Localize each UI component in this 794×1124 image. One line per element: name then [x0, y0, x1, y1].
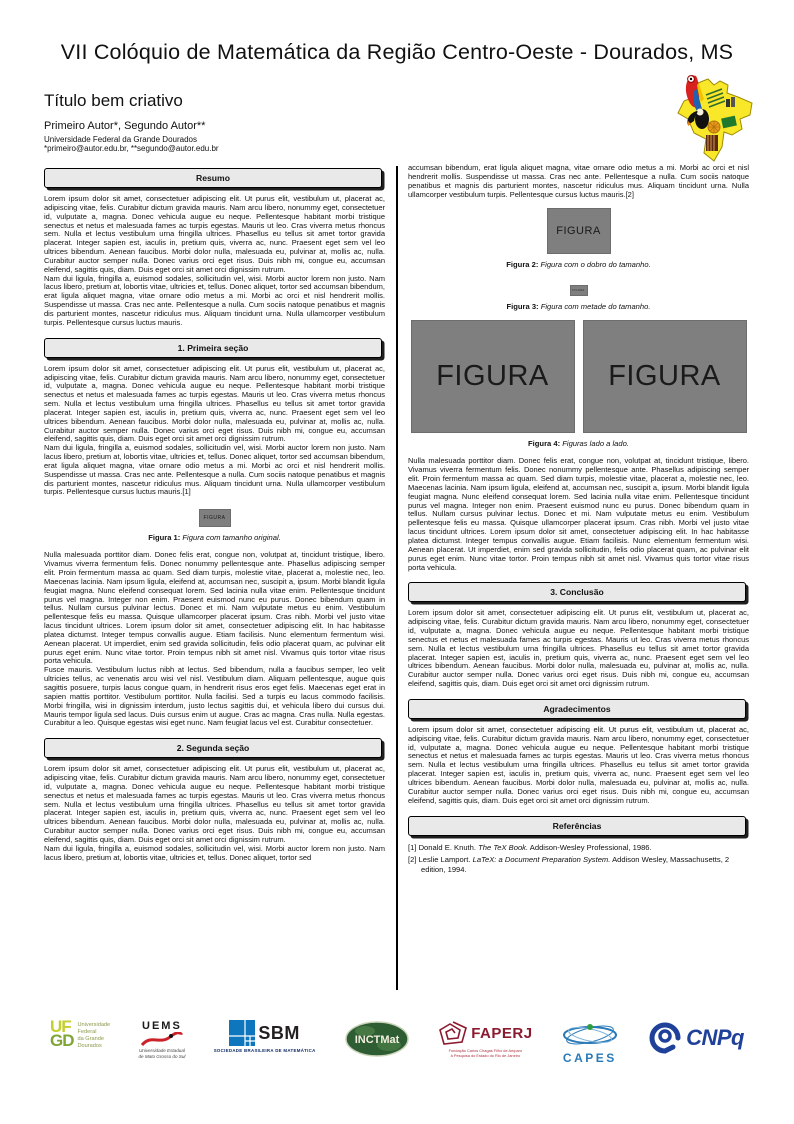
- figure-4-images: [408, 320, 749, 433]
- reference-1: [1] Donald E. Knuth. The TeX Book. Addison-Wesley Professional, 1986.: [408, 842, 652, 852]
- section-heading-agradecimentos: [408, 699, 746, 719]
- faperj-logo: FAPERJ Fundação Carlos Chagas Filho de Amparo à Pesquisa do Estado do Rio de Janeiro: [438, 1020, 532, 1058]
- paragraph-sec1-3: Nulla malesuada porttitor diam. Donec felis erat, congue non, volutpat at, tincidunt tristique, libero. Vivamus viverra fermentum felis. Donec nonummy pellentesque ante. Phasellus adipiscing semper elit. Proin fermentum massa ac quam. Sed diam turpis, molestie vitae, placerat a, molestie nec, leo. Maecenas lacinia. Nam ipsum ligula, eleifend at, accumsan nec, suscipit a, ipsum. Morbi blandit ligula feugiat magna. Nunc eleifend consequat lorem. Sed lacinia nulla vitae enim. Pellentesque tincidunt purus vel magna. Integer non enim. Praesent euismod nunc eu purus. Donec bibendum quam in tellus. Nullam cursus pulvinar lectus. Donec et mi. Nam vulputate metus eu enim. Vestibulum pellentesque felis eu massa. Quisque ullamcorper placerat ipsum. Cras nibh. Morbi vel justo vitae lacus tincidunt ultrices. Lorem ipsum dolor sit amet, consectetuer adipiscing elit. In hac habitasse platea dictumst. Integer tempus convallis augue. Etiam facilisis. Nunc elementum fermentum wisi. Aenean placerat. Ut imperdiet, enim sed gravida sollicitudin, felis odio placerat quam, ac pulvinar elit purus eget enim. Nunc vitae tortor. Proin tempus nibh sit amet nisl. Vivamus quis tortor vitae risus porta vehicula.: [44, 550, 385, 666]
- figure-1-image: [199, 509, 231, 527]
- paragraph-agradecimentos: Lorem ipsum dolor sit amet, consectetuer adipiscing elit. Ut purus elit, vestibulum ut, placerat ac, adipiscing vitae, felis. Curabitur dictum gravida mauris. Nam arcu libero, nonummy eget, consectetuer id, vulputate a, magna. Donec vehicula augue eu neque. Pellentesque habitant morbi tristique senectus et netus et malesuada fames ac turpis egestas. Mauris ut leo. Cras viverra metus rhoncus sem. Nulla et lectus vestibulum urna fringilla ultrices. Phasellus eu tellus sit amet tortor gravida placerat. Integer sapien est, iaculis in, pretium quis, viverra ac, nunc. Praesent eget sem vel leo ultrices bibendum. Aenean faucibus. Morbi dolor nulla, malesuada eu, pulvinar at, mollis ac, nulla. Curabitur auctor semper nulla. Donec varius orci eget risus. Duis nibh mi, congue eu, accumsan eleifend, sagittis quis, diam. Duis eget orci sit amet orci dignissim rutrum.: [408, 724, 749, 805]
- sbm-logo: SBM SOCIEDADE BRASILEIRA DE MATEMÁTICA: [214, 1020, 316, 1053]
- section-title: 3. Conclusão: [550, 587, 604, 598]
- figure-4-image-right: [583, 320, 747, 433]
- reference-2: [2] Leslie Lamport. LaTeX: a Document Preparation System. Addison Wesley, Massachusetts, 2 edition, 1994.: [408, 855, 730, 874]
- reference-number: [1]: [408, 842, 417, 852]
- building-icon: [726, 99, 730, 107]
- ufgd-mark: UF GD: [50, 1017, 74, 1050]
- poster-header: [44, 91, 750, 153]
- inctmat-label: INCTMat: [354, 1034, 400, 1046]
- column-divider: [396, 166, 398, 990]
- uems-swoosh-icon: [140, 1032, 184, 1048]
- section-heading-segunda-secao: [44, 738, 382, 758]
- figure-3: [408, 278, 749, 311]
- figure-placeholder-label: FIGURA: [436, 360, 549, 393]
- section-title: Agradecimentos: [543, 703, 611, 714]
- left-column: [44, 160, 385, 994]
- figure-placeholder-label: FIGURA: [608, 360, 721, 393]
- figure-3-caption: Figura 3: Figura com metade do tamanho.: [506, 302, 651, 312]
- event-logo-ms-map: [664, 69, 756, 173]
- figure-2: [408, 208, 749, 269]
- figure-4-caption: Figura 4: Figuras lado a lado.: [528, 439, 629, 449]
- ufgd-text: Universidade Federal da Grande Dourados: [77, 1022, 111, 1049]
- section-heading-primeira-secao: [44, 338, 382, 358]
- inctmat-globe-icon: [344, 1020, 410, 1058]
- section-heading-conclusao: [408, 582, 746, 602]
- figure-placeholder-label: FIGURA: [556, 225, 601, 238]
- figure-4: [408, 320, 749, 448]
- inctmat-logo: [344, 1020, 410, 1058]
- figure-2-image: [547, 208, 611, 254]
- paragraph-sec2-continuation: accumsan bibendum, erat ligula aliquet magna, vitae ornare odio metus a mi. Morbi ac orci et nisl hendrerit mollis. Suspendisse ut massa. Cras nec ante. Pellentesque a nulla. Cum sociis natoque penatibus et magnis dis parturient montes, nascetur ridiculus mus. Aliquam tincidunt urna. Nulla ullamcorper vestibulum turpis. Pellentesque cursus luctus mauris.[2]: [408, 163, 749, 199]
- right-column: [408, 160, 749, 994]
- authors: Primeiro Autor*, Segundo Autor**: [44, 120, 206, 132]
- macaw-eye: [690, 78, 692, 80]
- affiliation: Universidade Federal da Grande Dourados: [44, 135, 197, 144]
- paragraph-resumo-2: Nam dui ligula, fringilla a, euismod sodales, sollicitudin vel, wisi. Morbi auctor lorem non justo. Nam lacus libero, pretium at, lobortis vitae, ultricies et, tellus. Donec aliquet, tortor sed accumsan bibendum, erat ligula aliquet magna, vitae ornare odio metus a mi. Morbi ac orci et nisl hendrerit mollis. Suspendisse ut massa. Cras nec ante. Pellentesque a nulla. Cum sociis natoque penatibus et magnis dis parturient montes, nascetur ridiculus mus. Aliquam tincidunt urna. Nulla ullamcorper vestibulum turpis. Pellentesque cursus luctus mauris.: [44, 273, 385, 327]
- paragraph-resumo-1: Lorem ipsum dolor sit amet, consectetuer adipiscing elit. Ut purus elit, vestibulum ut, placerat ac, adipiscing vitae, felis. Curabitur dictum gravida mauris. Nam arcu libero, nonummy eget, consectetuer id, vulputate a, magna. Donec vehicula augue eu neque. Pellentesque habitant morbi tristique senectus et netus et malesuada fames ac turpis egestas. Mauris ut leo. Cras viverra metus rhoncus sem. Nulla et lectus vestibulum urna fringilla ultrices. Phasellus eu tellus sit amet tortor gravida placerat. Integer sapien est, iaculis in, pretium quis, viverra ac, nunc. Praesent eget sem vel leo ultrices bibendum. Aenean faucibus. Morbi dolor nulla, malesuada eu, pulvinar at, mollis ac, nulla. Curabitur auctor semper nulla. Donec varius orci eget risus. Duis nibh mi, congue eu, accumsan eleifend, sagittis quis, diam. Duis eget orci sit amet orci dignissim rutrum.: [44, 194, 385, 274]
- figure-placeholder-label: FIGURA: [572, 289, 585, 293]
- section-title: 2. Segunda seção: [176, 743, 250, 754]
- sponsor-logos: [0, 1017, 794, 1104]
- figure-4-image-left: [411, 320, 575, 433]
- section-title: Resumo: [196, 173, 230, 183]
- figure-3-image: [570, 285, 588, 296]
- figure-2-caption: Figura 2: Figura com o dobro do tamanho.: [506, 260, 651, 270]
- section-title: 1. Primeira seção: [177, 342, 249, 353]
- figure-1-caption: Figura 1: Figura com tamanho original.: [148, 533, 281, 543]
- paragraph-sec1-1: Lorem ipsum dolor sit amet, consectetuer adipiscing elit. Ut purus elit, vestibulum ut, placerat ac, adipiscing vitae, felis. Curabitur dictum gravida mauris. Nam arcu libero, nonummy eget, consectetuer id, vulputate a, magna. Donec vehicula augue eu neque. Pellentesque habitant morbi tristique senectus et netus et malesuada fames ac turpis egestas. Mauris ut leo. Cras viverra metus rhoncus sem. Nulla et lectus vestibulum urna fringilla ultrices. Phasellus eu tellus sit amet tortor gravida placerat. Integer sapien est, iaculis in, pretium quis, viverra ac, nunc. Praesent eget sem vel leo ultrices bibendum. Aenean faucibus. Morbi dolor nulla, malesuada eu, pulvinar at, mollis ac, nulla. Curabitur auctor semper nulla. Donec varius orci eget risus. Duis nibh mi, congue eu, accumsan eleifend, sagittis quis, diam. Duis eget orci sit amet orci dignissim rutrum.: [44, 363, 385, 444]
- section-heading-referencias: [408, 816, 746, 836]
- section-title: Referências: [552, 820, 602, 831]
- building-icon: [731, 97, 735, 107]
- section-heading-resumo: [44, 168, 382, 188]
- title-block: [44, 91, 750, 153]
- capes-orbits-icon: [561, 1020, 619, 1050]
- paragraph-sec1-4: Fusce mauris. Vestibulum luctus nibh at lectus. Sed bibendum, nulla a faucibus semper, leo velit ultricies tellus, ac venenatis arcu wisi vel nisl. Vestibulum diam. Aliquam pellentesque, augue quis sagittis posuere, turpis lacus congue quam, in hendrerit risus eros eget felis. Maecenas eget erat in sapien mattis porttitor. Vestibulum porttitor. Nulla facilisi. Sed a turpis eu lacus commodo facilisis. Morbi fringilla, wisi in dignissim interdum, justo lectus sagittis dui, et vehicula libero dui cursus dui. Mauris tempor ligula sed lacus. Duis cursus enim ut augue. Cras ac magna. Cras nulla. Nulla egestas. Curabitur a leo. Quisque egestas wisi eget nunc. Nam feugiat lacus vel est. Curabitur consectetuer.: [44, 665, 385, 728]
- emails: *primeiro@autor.edu.br, **segundo@autor.edu.br: [44, 144, 219, 153]
- sbm-golden-square-icon: [229, 1020, 255, 1046]
- figure-1: [44, 506, 385, 542]
- cnpq-head-icon: [647, 1020, 683, 1056]
- capes-logo: CAPES: [561, 1020, 619, 1065]
- cnpq-logo: CNPq: [647, 1020, 744, 1056]
- paragraph-sec2-1: Lorem ipsum dolor sit amet, consectetuer adipiscing elit. Ut purus elit, vestibulum ut, placerat ac, adipiscing vitae, felis. Curabitur dictum gravida mauris. Nam arcu libero, nonummy eget, consectetuer id, vulputate a, magna. Donec vehicula augue eu neque. Pellentesque habitant morbi tristique senectus et netus et malesuada fames ac turpis egestas. Mauris ut leo. Cras viverra metus rhoncus sem. Nulla et lectus vestibulum urna fringilla ultrices. Phasellus eu tellus sit amet tortor gravida placerat. Integer sapien est, iaculis in, pretium quis, viverra ac, nunc. Praesent eget sem vel leo ultrices bibendum. Aenean faucibus. Morbi dolor nulla, malesuada eu, pulvinar at, mollis ac, nulla. Curabitur auctor semper nulla. Donec varius orci eget risus. Duis nibh mi, congue eu, accumsan eleifend, sagittis quis, diam. Duis eget orci sit amet orci dignissim rutrum.: [44, 764, 385, 844]
- paragraph-sec1-2: Nam dui ligula, fringilla a, euismod sodales, sollicitudin vel, wisi. Morbi auctor lorem non justo. Nam lacus libero, pretium at, lobortis vitae, ultricies et, tellus. Donec aliquet, tortor sed accumsan bibendum, erat ligula aliquet magna, vitae ornare odio metus a mi. Morbi ac orci et nisl hendrerit mollis. Suspendisse ut massa. Cras nec ante. Pellentesque a nulla. Cum sociis natoque penatibus et magnis dis parturient montes, nascetur ridiculus mus. Aliquam tincidunt urna. Nulla ullamcorper vestibulum turpis. Pellentesque cursus luctus mauris.[1]: [44, 443, 385, 497]
- ufgd-logo: [50, 1017, 111, 1050]
- paragraph-right-1: Nulla malesuada porttitor diam. Donec felis erat, congue non, volutpat at, tincidunt tristique, libero. Vivamus viverra fermentum felis. Donec nonummy pellentesque ante. Phasellus adipiscing semper elit. Proin fermentum massa ac quam. Sed diam turpis, molestie vitae, placerat a, molestie nec, leo. Maecenas lacinia. Nam ipsum ligula, eleifend at, accumsan nec, suscipit a, ipsum. Morbi blandit ligula feugiat magna. Nunc eleifend consequat lorem. Sed lacinia nulla vitae enim. Pellentesque tincidunt purus vel magna. Integer non enim. Praesent euismod nunc eu purus. Donec bibendum quam in tellus. Nullam cursus pulvinar lectus. Donec et mi. Nam vulputate metus eu enim. Vestibulum pellentesque felis eu massa. Quisque ullamcorper placerat ipsum. Cras nibh. Morbi vel justo vitae lacus tincidunt ultrices. Lorem ipsum dolor sit amet, consectetuer adipiscing elit. In hac habitasse platea dictumst. Integer tempus convallis augue. Etiam facilisis. Nunc elementum fermentum wisi. Aenean placerat. Ut imperdiet, enim sed gravida sollicitudin, felis odio placerat quam, ac pulvinar elit purus eget enim. Nunc vitae tortor. Proin tempus nibh sit amet nisl. Vivamus quis tortor vitae risus porta vehicula.: [408, 456, 749, 572]
- paragraph-sec2-2: Nam dui ligula, fringilla a, euismod sodales, sollicitudin vel, wisi. Morbi auctor lorem non justo. Nam lacus libero, pretium at, lobortis vitae, ultricies et, tellus. Donec aliquet, tortor sed: [44, 843, 385, 862]
- poster-body: [44, 160, 751, 994]
- reference-number: [2]: [408, 855, 417, 865]
- paragraph-conclusao: Lorem ipsum dolor sit amet, consectetuer adipiscing elit. Ut purus elit, vestibulum ut, placerat ac, adipiscing vitae, felis. Curabitur dictum gravida mauris. Nam arcu libero, nonummy eget, consectetuer id, vulputate a, magna. Donec vehicula augue eu neque. Pellentesque habitant morbi tristique senectus et netus et malesuada fames ac turpis egestas. Mauris ut leo. Cras viverra metus rhoncus sem. Nulla et lectus vestibulum urna fringilla ultrices. Phasellus eu tellus sit amet tortor gravida placerat. Integer sapien est, iaculis in, pretium quis, viverra ac, nunc. Praesent eget sem vel leo ultrices bibendum. Aenean faucibus. Morbi dolor nulla, malesuada eu, pulvinar at, mollis ac, nulla. Curabitur auctor semper nulla. Donec varius orci eget risus. Duis nibh mi, congue eu, accumsan eleifend, sagittis quis, diam. Duis eget orci sit amet orci dignissim rutrum.: [408, 608, 749, 689]
- poster-title: Título bem criativo: [44, 91, 183, 110]
- conference-title: VII Colóquio de Matemática da Região Centro-Oeste - Dourados, MS: [60, 40, 734, 64]
- faperj-spiral-icon: [438, 1020, 468, 1046]
- figure-placeholder-label: FIGURA: [203, 515, 226, 522]
- uems-logo: UEMS Universidade Estadual de Mato Grosso do Sul: [138, 1020, 186, 1059]
